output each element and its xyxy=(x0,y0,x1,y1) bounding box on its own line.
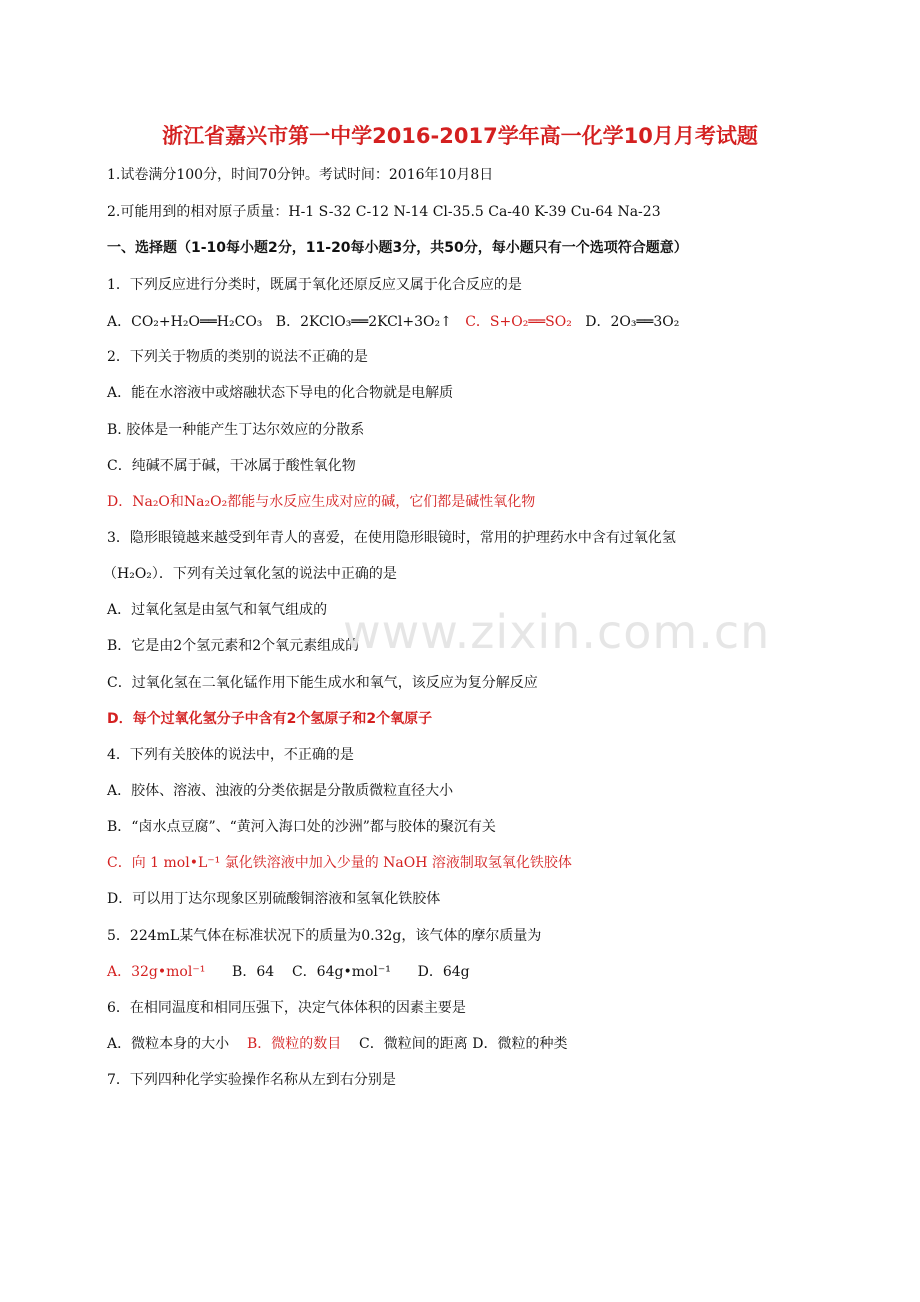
question-5-options xyxy=(107,962,807,982)
question-4-stem: 4．下列有关胶体的说法中，不正确的是 xyxy=(107,747,354,763)
q3-option-d-answer: D．每个过氧化氢分子中含有2个氢原子和2个氧原子 xyxy=(107,711,433,727)
q5-option-a-answer: A．32g•mol⁻¹ xyxy=(107,964,206,980)
question-3-stem-2: （H₂O₂）．下列有关过氧化氢的说法中正确的是 xyxy=(103,566,397,582)
q1-option-d: D．2O₃══3O₂ xyxy=(585,314,680,330)
note-line-2: 2.可能用到的相对原子质量：H-1 S-32 C-12 N-14 Cl-35.5 Ca-40 K-39 Cu-64 Na-23 xyxy=(107,204,661,220)
q2-option-b: B. 胶体是一种能产生丁达尔效应的分散系 xyxy=(107,422,365,438)
q6-option-a: A．微粒本身的大小 xyxy=(107,1036,230,1052)
question-3-stem-1: 3．隐形眼镜越来越受到年青人的喜爱，在使用隐形眼镜时，常用的护理药水中含有过氧化氢 xyxy=(107,530,676,546)
q2-option-a: A．能在水溶液中或熔融状态下导电的化合物就是电解质 xyxy=(107,385,454,401)
question-1-options xyxy=(107,312,807,332)
question-7-stem: 7．下列四种化学实验操作名称从左到右分别是 xyxy=(107,1072,396,1088)
q6-option-b-answer: B．微粒的数目 xyxy=(246,1036,342,1052)
q5-option-b: B．64 xyxy=(232,964,275,980)
question-1-stem: 1．下列反应进行分类时，既属于氧化还原反应又属于化合反应的是 xyxy=(107,277,522,293)
watermark: www.zixin.com.cn xyxy=(343,605,771,659)
q4-option-b: B．“卤水点豆腐”、“黄河入海口处的沙洲”都与胶体的聚沉有关 xyxy=(107,819,496,835)
q3-option-b: B．它是由2个氢元素和2个氧元素组成的 xyxy=(107,638,360,654)
note-line-1: 1.试卷满分100分，时间70分钟。考试时间：2016年10月8日 xyxy=(107,167,494,183)
q2-option-c: C．纯碱不属于碱，干冰属于酸性氧化物 xyxy=(107,458,356,474)
question-6-stem: 6．在相同温度和相同压强下，决定气体体积的因素主要是 xyxy=(107,1000,466,1016)
q6-option-c: C．微粒间的距离 xyxy=(359,1036,468,1052)
q4-option-d: D．可以用丁达尔现象区别硫酸铜溶液和氢氧化铁胶体 xyxy=(107,891,441,907)
q5-option-c: C．64g•mol⁻¹ xyxy=(291,964,391,980)
q1-option-b: B．2KClO₃══2KCl+3O₂↑ xyxy=(275,314,452,330)
q6-option-d: D．微粒的种类 xyxy=(472,1036,568,1052)
question-6-options xyxy=(107,1034,807,1054)
q2-option-d-answer: D．Na₂O和Na₂O₂都能与水反应生成对应的碱，它们都是碱性氧化物 xyxy=(107,494,536,510)
page-title: 浙江省嘉兴市第一中学2016-2017学年高一化学10月月考试题 xyxy=(162,124,758,148)
q3-option-c: C．过氧化氢在二氧化锰作用下能生成水和氧气，该反应为复分解反应 xyxy=(107,675,538,691)
q1-option-c-answer: C．S+O₂══SO₂ xyxy=(465,314,572,330)
q5-option-d: D．64g xyxy=(417,964,470,980)
q3-option-a: A．过氧化氢是由氢气和氧气组成的 xyxy=(107,602,328,618)
section-heading: 一、选择题（1-10每小题2分，11-20每小题3分，共50分，每小题只有一个选项符合题意） xyxy=(107,240,688,256)
question-5-stem: 5．224mL某气体在标准状况下的质量为0.32g，该气体的摩尔质量为 xyxy=(107,928,542,944)
q1-option-a: A．CO₂+H₂O══H₂CO₃ xyxy=(107,314,263,330)
question-2-stem: 2．下列关于物质的类别的说法不正确的是 xyxy=(107,349,368,365)
q4-option-c-answer: C．向 1 mol•L⁻¹ 氯化铁溶液中加入少量的 NaOH 溶液制取氢氧化铁胶体 xyxy=(107,855,572,871)
q4-option-a: A．胶体、溶液、浊液的分类依据是分散质微粒直径大小 xyxy=(107,783,454,799)
